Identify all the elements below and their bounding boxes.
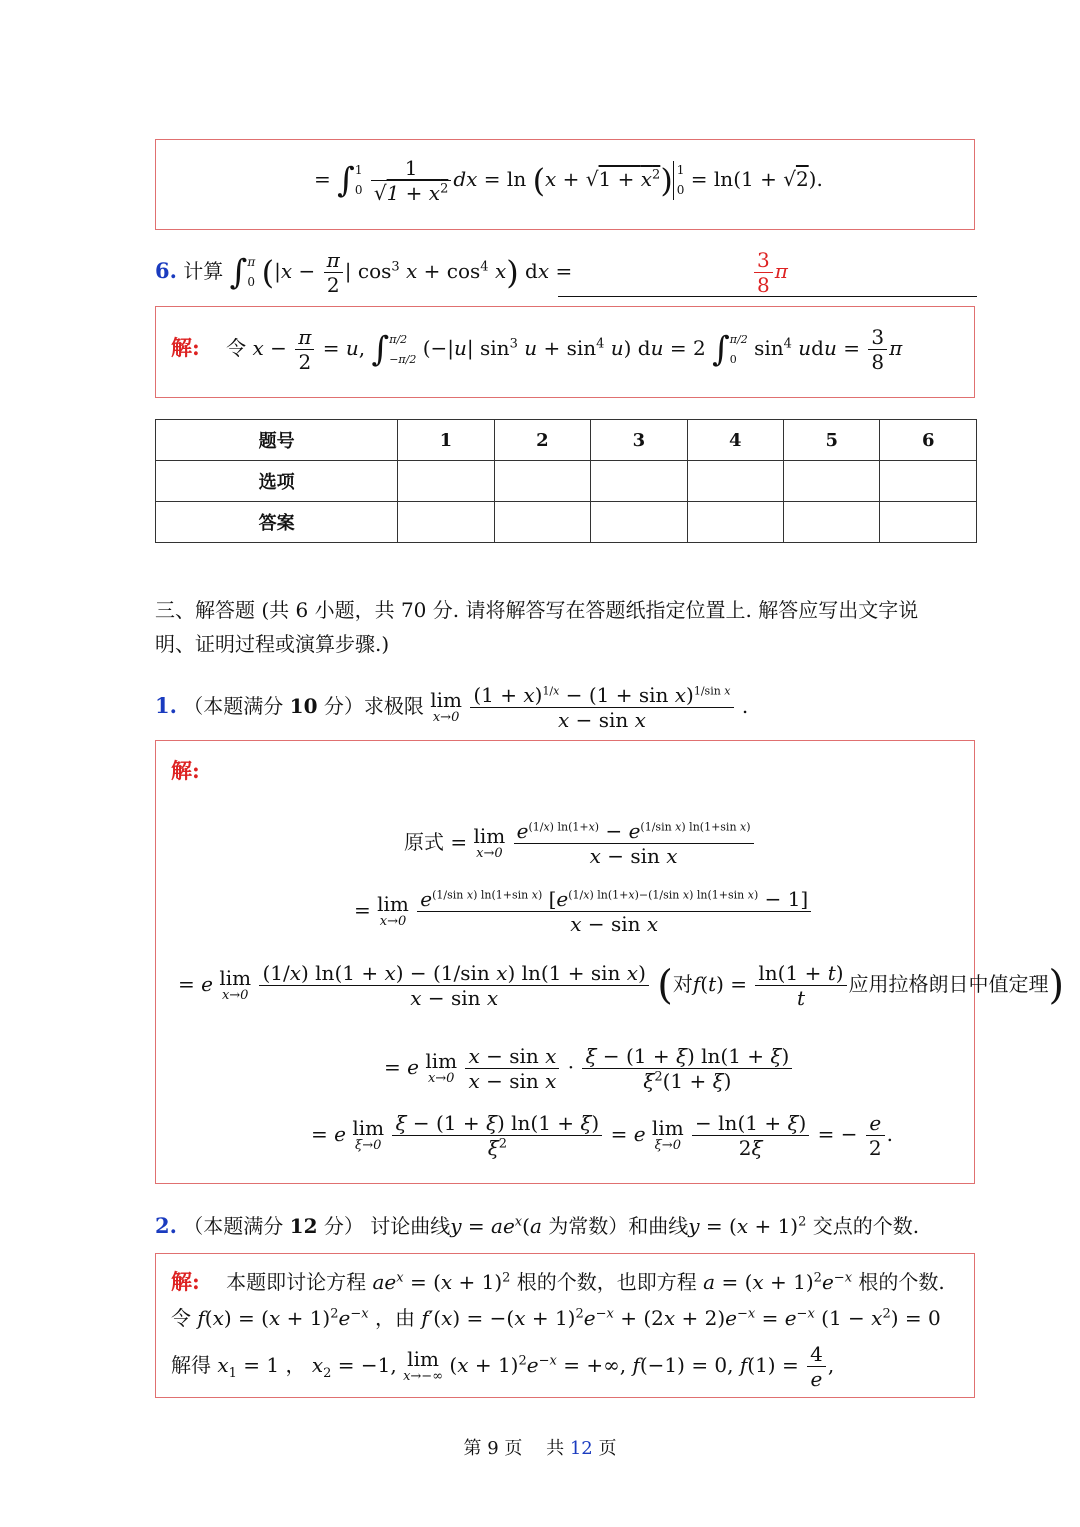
table-cell [494, 502, 590, 543]
problem-2: 2. （本题满分 12 分） 讨论曲线$y = ae^x(a$ 为常数）和曲线$y = (x + 1)^2$ 交点的个数. [155, 1213, 920, 1238]
table-row [156, 461, 977, 502]
solution-label: 解: [171, 758, 200, 783]
p2-line3a: 解得 [171, 1353, 211, 1377]
table-cell [880, 502, 977, 543]
footer-post: 页 [592, 1438, 617, 1459]
table-row-label: 答案 [156, 502, 398, 543]
problem-2-score: 12 [289, 1214, 318, 1238]
table-cell [591, 502, 687, 543]
table-header-cell: 3 [591, 420, 687, 461]
problem-2-mid: 为常数）和曲线 [548, 1214, 689, 1238]
p1-note-pre: 对 [672, 972, 693, 996]
question-6-label: 计算 [183, 259, 224, 283]
solution-box-q6 [155, 306, 975, 398]
problem-2-head: （本题满分 [183, 1214, 290, 1238]
problem-2-tail1: 分） 讨论曲线 [317, 1214, 451, 1238]
question-6: 6. 计算 ∫π 0 (|x − $\frac{\pi}{2}$ | $\cos^3 x + \cos^4 x$) dx = [155, 248, 573, 297]
table-cell [784, 502, 880, 543]
table-header-cell: 2 [494, 420, 590, 461]
table-cell [880, 461, 977, 502]
question-6-answer: $\frac{3}{8}$ π [752, 248, 788, 297]
table-row [156, 420, 977, 461]
section-3-heading: 三、解答题 (共 6 小题，共 70 分. 请将解答写在答题纸指定位置上. 解答应写出文字说 [155, 598, 919, 622]
solution-q6-text: 令 [226, 336, 247, 360]
table-cell [398, 502, 494, 543]
solution-label: 解: [171, 1269, 200, 1294]
problem-2-number: 2. [155, 1213, 177, 1238]
formula-box-1 [155, 139, 975, 230]
footer-pre: 第 9 页 共 [463, 1438, 570, 1459]
solution-label-p1 [171, 755, 200, 785]
p2-line2a: 令 [171, 1306, 191, 1330]
table-cell [784, 461, 880, 502]
problem-1: 1. （本题满分 10 分）求极限 lim x→0 $\frac{(1 + x)^{1/x} - (1 + \sin x)^{1/sin x}}{\text{x − sin x}}$ . [155, 683, 749, 732]
p1-note-post: 应用拉格朗日中值定理 [848, 972, 1049, 996]
p1-step-3: = e lim x→0 $\frac{\text{(1/x) ln(1 + x) − (1/sin x) ln(1 + sin x)}}{\text{x − sin x}}$ (对f(t) = $\frac{\ln(1 + t)}{t}$ 应用拉格朗日中值定理) [178, 961, 1065, 1010]
solution-box-p2 [155, 1253, 975, 1398]
table-header-cell: 题号 [156, 420, 398, 461]
solution-label: 解: [171, 335, 200, 360]
formula-integral-ln: = ∫1 0 $\frac{1}{√1 + x^2}$ dx = $\ln (x + √1 + x^2)$ 1 0 = ln(1 + √2). [314, 156, 823, 205]
table-row-label: 选项 [156, 461, 398, 502]
table-header-cell: 1 [398, 420, 494, 461]
p2-line-1: 解: 本题即讨论方程 $ae^x = (x + 1)^2$ 根的个数，也即方程 $a = (x + 1)^2e^{-x}$ 根的个数. [171, 1269, 945, 1294]
solution-q6-formula: 解: 令 x − $\frac{\pi}{2}$ = u, ∫π/2 −π/2 (−|u| $\sin^3 u + \sin^4 u$) du = 2 ∫π/2 0 $\sin^4$ udu = $\frac{3}{8}$ π [171, 325, 903, 374]
p1-step-4: = e lim x→0 $\frac{\text{x − sin x}}{\text{x − sin x}}$ · $\frac{\xi - (1 + \xi) \ln(1 + \xi)}{\xi^2(1 + \xi)}$ [384, 1044, 794, 1093]
p1-step-5: = e lim ξ→0 $\frac{\xi - (1 + \xi) \ln(1 + \xi)}{\xi^2}$ = e lim ξ→0 $\frac{- \ln(1 + \xi)}{2\xi}$ = − $\frac{e}{2}$ . [311, 1111, 893, 1160]
table-header-cell: 6 [880, 420, 977, 461]
table-header-cell: 4 [687, 420, 783, 461]
p2-line-2: 令 $f(x) = (x + 1)^2e^{-x}$ ，由 $f'(x) = -(x + 1)^2e^{-x} + (2x + 2)e^{-x} = e^{-x}$ $(1 - x^2) = 0$ [171, 1306, 941, 1330]
problem-1-number: 1. [155, 693, 177, 718]
problem-2-tail2: 交点的个数. [806, 1214, 920, 1238]
problem-1-head: （本题满分 [183, 694, 290, 718]
p2-line1c: 根的个数. [858, 1270, 945, 1294]
answer-table [155, 419, 977, 543]
table-cell [687, 461, 783, 502]
footer-total: 12 [569, 1438, 593, 1459]
p2-line1a: 本题即讨论方程 [226, 1270, 367, 1294]
table-header-cell: 5 [784, 420, 880, 461]
p1-step-2: = lim x→0 $e^{(1/sin x) ln(1+sin x)}$ $[e^{(1/x) ln(1+x)-(1/sin x) ln(1+sin x)} - 1]$ x − sin x [354, 887, 813, 936]
table-row [156, 502, 977, 543]
problem-1-score: 10 [289, 694, 318, 718]
p2-line1b: 根的个数，也即方程 [516, 1270, 697, 1294]
p2-line-3: 解得 $x_1 = 1$ ， $x_2 = -1$, lim x→−∞ $(x + 1)^2e^{-x}$ = +∞, f(−1) = 0, f(1) = $\frac{4}{e}$ , [171, 1342, 835, 1391]
solution-box-p1 [155, 740, 1065, 1184]
table-cell [591, 461, 687, 502]
table-cell [398, 461, 494, 502]
problem-1-tail: 分）求极限 [317, 694, 424, 718]
table-cell [494, 461, 590, 502]
p1-step-1: 原式 = lim x→0 $\frac{e^{(1/x) ln(1+x)} - e^{(1/sin x) ln(1+sin x)}}{\text{x − sin x}}$ [404, 819, 756, 868]
question-6-number: 6. [155, 258, 177, 283]
table-cell [687, 502, 783, 543]
section-3-heading-cont: 明、证明过程或演算步骤.) [155, 632, 390, 656]
p2-line2b: ，由 [374, 1306, 415, 1330]
p1-yuanshi: 原式 [404, 830, 444, 854]
page-footer [0, 1434, 1080, 1460]
